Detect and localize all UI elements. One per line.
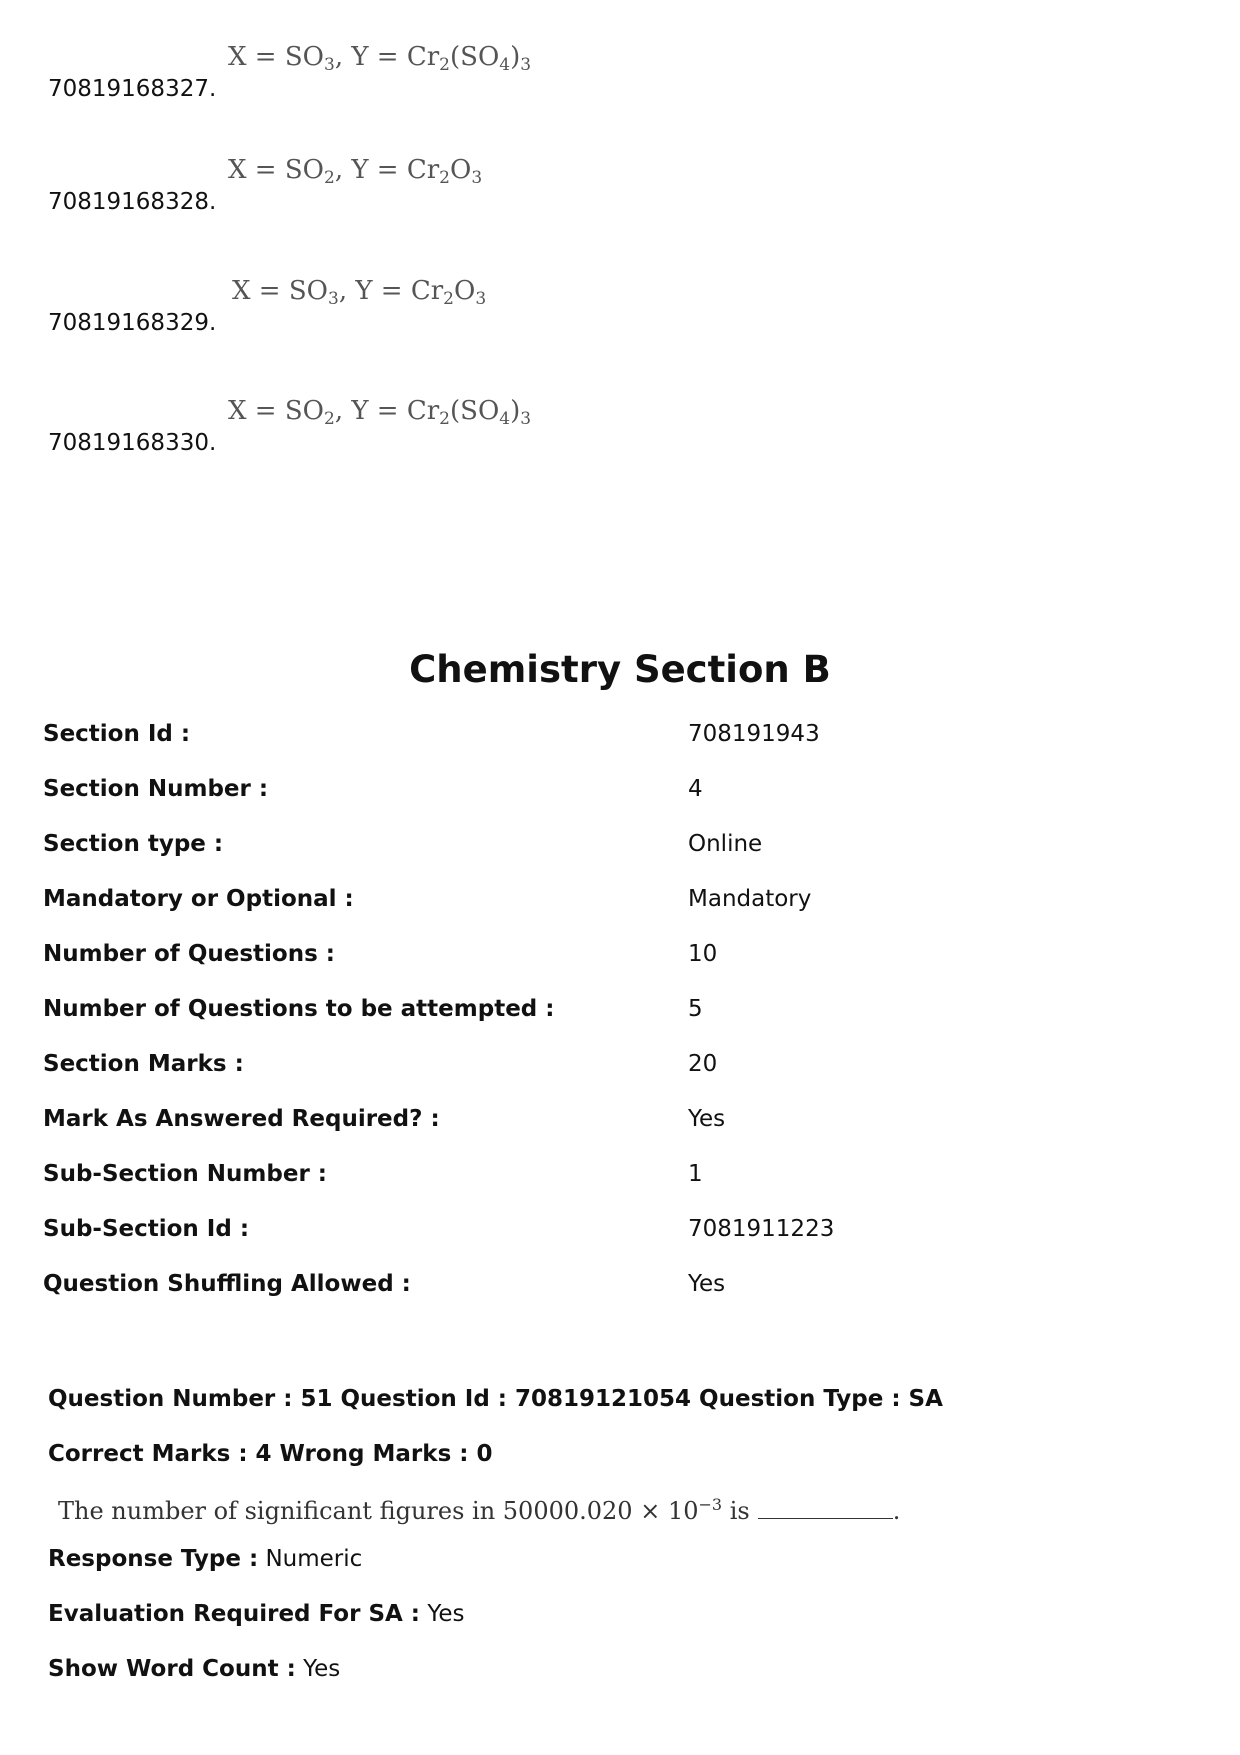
row-label: Mandatory or Optional :	[43, 886, 354, 912]
row-value: 20	[688, 1051, 718, 1077]
section-info-row	[43, 831, 1193, 863]
section-info-row	[43, 886, 1193, 918]
answer-blank	[758, 1518, 893, 1519]
option-1	[48, 42, 648, 102]
row-value: 1	[688, 1161, 703, 1187]
row-value: 4	[688, 776, 703, 802]
row-label: Question Shuffling Allowed :	[43, 1271, 411, 1297]
option-3	[48, 276, 648, 336]
option-formula: $X = SO_3$, $Y = Cr_2O_3$	[232, 276, 487, 309]
option-formula: $X = SO_2$, $Y = Cr_2O_3$	[228, 155, 483, 188]
row-label: Sub-Section Id :	[43, 1216, 250, 1242]
row-label: Number of Questions :	[43, 941, 335, 967]
row-value: 708191943	[688, 721, 820, 747]
option-formula: $X = SO_3$, $Y = Cr_2(SO_4)_3$	[228, 42, 532, 75]
section-info-row	[43, 1106, 1193, 1138]
row-label: Mark As Answered Required? :	[43, 1106, 440, 1132]
option-id: 70819168327.	[48, 76, 217, 102]
row-label: Section Id :	[43, 721, 191, 747]
row-label: Sub-Section Number :	[43, 1161, 328, 1187]
section-info-row	[43, 1216, 1193, 1248]
row-value: 5	[688, 996, 703, 1022]
row-label: Number of Questions to be attempted :	[43, 996, 555, 1022]
row-value: Yes	[688, 1271, 726, 1297]
question-header: Question Number : 51 Question Id : 70819121054 Question Type : SA	[48, 1386, 943, 1412]
section-info-row	[43, 941, 1193, 973]
option-4	[48, 396, 648, 456]
show-word-count: Show Word Count : Yes	[48, 1656, 341, 1682]
row-label: Section type :	[43, 831, 224, 857]
section-title: Chemistry Section B	[409, 648, 831, 691]
row-value: Yes	[688, 1106, 726, 1132]
section-info-row	[43, 1271, 1193, 1303]
question-text: The number of significant figures in $50000.020 \times 10^{-3}$ is .	[58, 1495, 901, 1525]
row-value: 10	[688, 941, 718, 967]
option-id: 70819168328.	[48, 189, 217, 215]
row-label: Section Marks :	[43, 1051, 244, 1077]
row-label: Section Number :	[43, 776, 269, 802]
option-id: 70819168329.	[48, 310, 217, 336]
response-type: Response Type : Numeric	[48, 1546, 363, 1572]
section-info-row	[43, 1051, 1193, 1083]
row-value: 7081911223	[688, 1216, 835, 1242]
section-info-row	[43, 721, 1193, 753]
question-marks: Correct Marks : 4 Wrong Marks : 0	[48, 1441, 493, 1467]
section-info-row	[43, 776, 1193, 808]
section-info-row	[43, 1161, 1193, 1193]
row-value: Online	[688, 831, 763, 857]
section-info-row	[43, 996, 1193, 1028]
option-2	[48, 155, 648, 215]
evaluation-required: Evaluation Required For SA : Yes	[48, 1601, 465, 1627]
row-value: Mandatory	[688, 886, 812, 912]
option-formula: $X = SO_2$, $Y = Cr_2(SO_4)_3$	[228, 396, 532, 429]
option-id: 70819168330.	[48, 430, 217, 456]
